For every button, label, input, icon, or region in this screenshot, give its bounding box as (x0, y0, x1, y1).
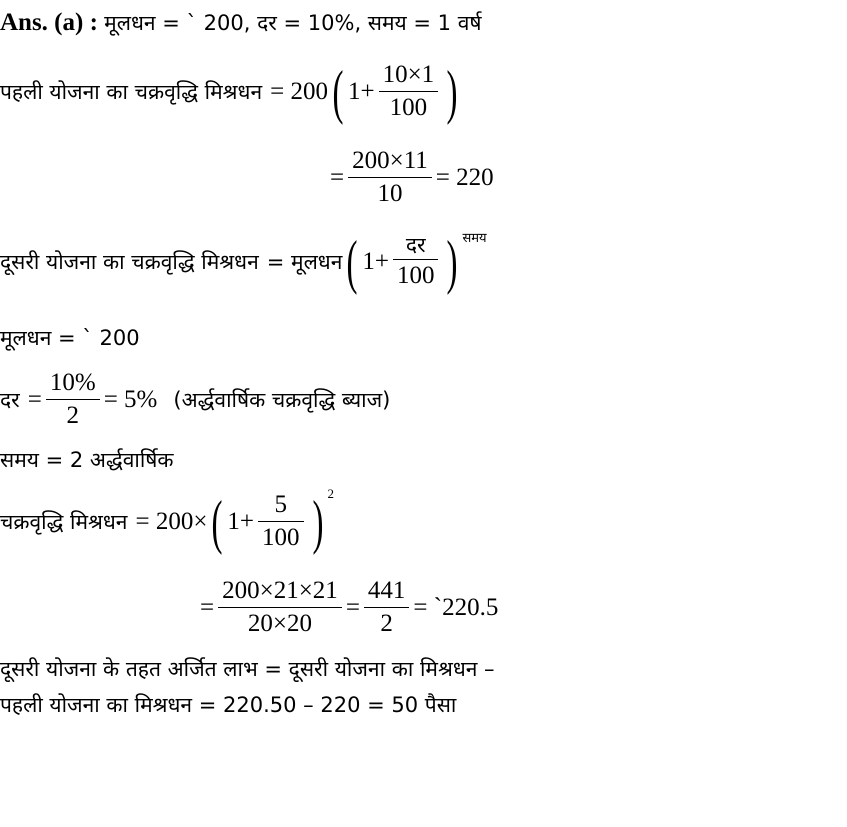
fraction-denominator: 2 (364, 607, 410, 637)
rate-result: = 5% (103, 385, 158, 413)
open-paren: ( (332, 58, 344, 125)
equals-sign: = (27, 385, 42, 413)
compound-fraction-3 (364, 578, 410, 638)
one-plus: 1+ (362, 247, 389, 275)
first-scheme-result (330, 148, 494, 208)
time-line (0, 447, 174, 472)
conclusion-line-2 (0, 692, 456, 717)
conclusion-text-1: दूसरी योजना के तहत अर्जित लाभ = दूसरी योजना का मिश्रधन – (0, 657, 495, 681)
open-paren: ( (211, 488, 223, 555)
rate-fraction (393, 234, 439, 289)
fraction-denominator: 10 (348, 177, 432, 207)
compound-label: चक्रवृद्धि मिश्रधन (0, 509, 128, 534)
principal-line (0, 325, 140, 350)
first-scheme-fraction-2 (348, 148, 432, 208)
time-text: समय = 2 अर्द्धवार्षिक (0, 448, 174, 472)
compound-fraction-2 (218, 578, 342, 638)
equals-sign: = (330, 163, 345, 191)
first-scheme-fraction (379, 62, 439, 122)
compound-fraction (258, 492, 304, 552)
fraction-numerator: 10% (49, 369, 96, 396)
answer-label: Ans. (a) : (0, 9, 98, 36)
first-scheme-lhs: = 200 (270, 77, 328, 105)
given-values: मूलधन = ` 200, दर = 10%, समय = 1 वर्ष (104, 11, 482, 35)
rate-half-fraction (46, 370, 100, 430)
close-paren: ) (446, 228, 458, 295)
principal-text: मूलधन = ` 200 (0, 326, 140, 350)
fraction-numerator: 200×11 (352, 147, 428, 174)
one-plus: 1+ (347, 77, 375, 105)
rate-label: दर (0, 387, 20, 412)
second-scheme-formula (0, 228, 487, 295)
open-paren: ( (346, 228, 358, 295)
equals-sign: = (345, 593, 360, 621)
square-exponent: 2 (327, 486, 334, 501)
compound-equation (0, 486, 334, 555)
equals-sign: = (200, 593, 215, 621)
fraction-numerator: दर (405, 233, 426, 257)
time-exponent: समय (462, 231, 487, 246)
fraction-denominator: 100 (258, 521, 304, 551)
first-scheme-amount: = 220 (435, 163, 494, 191)
compound-lhs: = 200× (135, 507, 208, 535)
fraction-denominator: 20×20 (218, 607, 342, 637)
fraction-numerator: 200×21×21 (222, 577, 338, 604)
first-scheme-label: पहली योजना का चक्रवृद्धि मिश्रधन (0, 79, 263, 104)
compound-result (200, 578, 498, 638)
compound-amount: = `220.5 (413, 593, 499, 621)
one-plus: 1+ (227, 507, 255, 535)
fraction-numerator: 5 (274, 491, 288, 518)
fraction-numerator: 10×1 (382, 61, 435, 88)
fraction-numerator: 441 (367, 577, 406, 604)
formula-principal: = मूलधन (266, 249, 343, 274)
conclusion-text-2: पहली योजना का मिश्रधन = 220.50 – 220 = 50 पैसा (0, 693, 457, 717)
rate-line (0, 370, 390, 430)
answer-header (0, 10, 482, 35)
fraction-denominator: 100 (393, 259, 439, 289)
second-scheme-label: दूसरी योजना का चक्रवृद्धि मिश्रधन (0, 249, 259, 274)
rate-note: (अर्द्धवार्षिक चक्रवृद्धि ब्याज) (173, 387, 391, 412)
close-paren: ) (446, 58, 458, 125)
conclusion-line-1 (0, 656, 495, 681)
close-paren: ) (312, 488, 324, 555)
fraction-denominator: 100 (379, 91, 439, 121)
first-scheme-equation (0, 58, 462, 125)
fraction-denominator: 2 (46, 399, 100, 429)
